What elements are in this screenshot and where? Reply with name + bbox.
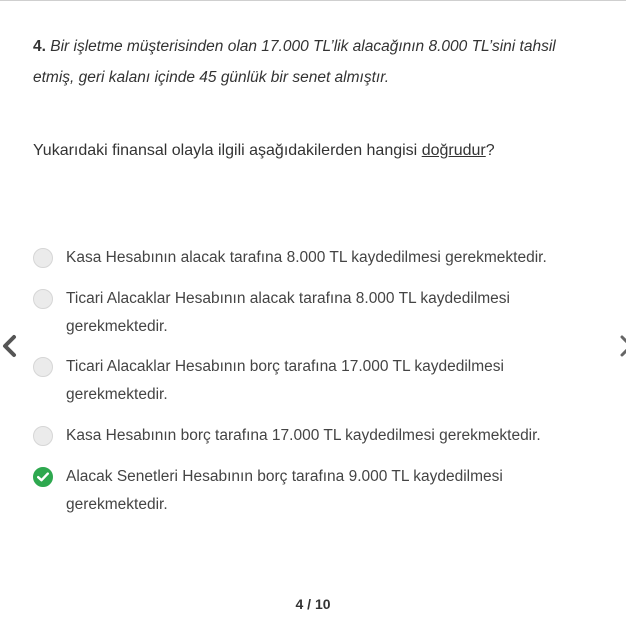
answer-option-1[interactable] bbox=[33, 247, 593, 272]
answer-option-3[interactable] bbox=[33, 356, 593, 409]
radio-button[interactable] bbox=[33, 289, 53, 309]
chevron-right-icon bbox=[620, 333, 626, 359]
answer-option-2[interactable] bbox=[33, 288, 593, 341]
question-prompt bbox=[33, 138, 593, 164]
prompt-text: Yukarıdaki finansal olayla ilgili aşağıdakilerden hangisi bbox=[33, 142, 422, 159]
answer-option-5[interactable] bbox=[33, 466, 593, 519]
radio-button-selected[interactable] bbox=[33, 467, 53, 487]
radio-button[interactable] bbox=[33, 357, 53, 377]
answer-option-label: Ticari Alacaklar Hesabının borç tarafına 17.000 TL kaydedilmesi gerekmektedir. bbox=[66, 358, 504, 403]
question-body: Bir işletme müşterisinden olan 17.000 TL’lik alacağının 8.000 TL’sini tahsil etmiş, geri kalanı içinde 45 günlük bir senet almıştır. bbox=[33, 38, 556, 86]
previous-question-button[interactable] bbox=[0, 333, 20, 359]
next-question-button[interactable] bbox=[620, 333, 626, 359]
answer-option-label: Kasa Hesabının borç tarafına 17.000 TL kaydedilmesi gerekmektedir. bbox=[66, 427, 541, 444]
check-icon bbox=[37, 472, 49, 482]
answer-option-label: Kasa Hesabının alacak tarafına 8.000 TL kaydedilmesi gerekmektedir. bbox=[66, 249, 547, 266]
page-indicator: 4 / 10 bbox=[295, 596, 331, 612]
question-number: 4. bbox=[33, 38, 46, 55]
prompt-emphasis: doğrudur bbox=[421, 142, 486, 159]
radio-button[interactable] bbox=[33, 426, 53, 446]
prompt-end: ? bbox=[485, 142, 495, 159]
chevron-left-icon bbox=[0, 333, 20, 359]
answer-option-label: Ticari Alacaklar Hesabının alacak tarafına 8.000 TL kaydedilmesi gerekmektedir. bbox=[66, 290, 510, 335]
question-text bbox=[33, 31, 593, 93]
answer-option-4[interactable] bbox=[33, 425, 593, 450]
radio-button[interactable] bbox=[33, 248, 53, 268]
top-divider bbox=[0, 0, 626, 1]
answer-option-label: Alacak Senetleri Hesabının borç tarafına 9.000 TL kaydedilmesi gerekmektedir. bbox=[66, 468, 503, 513]
